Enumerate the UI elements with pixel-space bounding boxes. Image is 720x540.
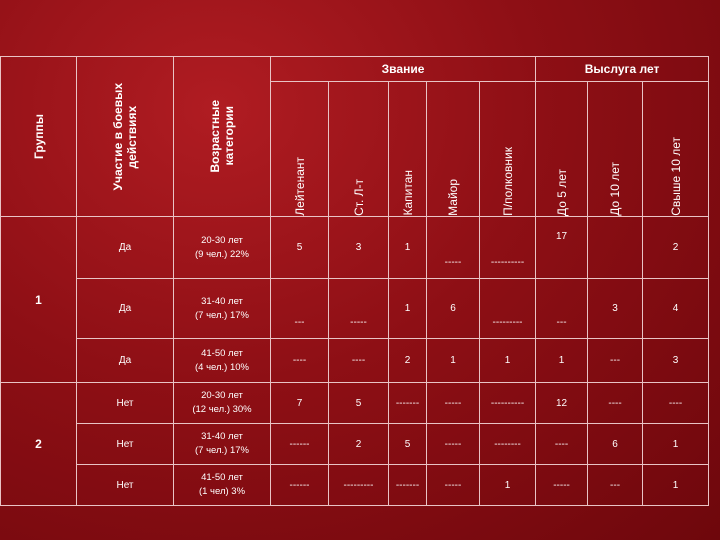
rank-col-senior-lieutenant	[329, 82, 389, 217]
value-cell: 5	[271, 217, 329, 279]
value-cell: -----	[427, 424, 480, 465]
value-cell: 7	[271, 383, 329, 424]
age-count: (9 чел.) 22%	[194, 248, 249, 260]
value-cell: 6	[588, 424, 643, 465]
table-row	[1, 339, 709, 383]
service-col-5	[536, 82, 588, 217]
rank-col-lieutenant	[271, 82, 329, 217]
age-range: 41-50 лет	[201, 347, 243, 359]
value-cell: -----	[427, 383, 480, 424]
service-col-over-10	[643, 82, 709, 217]
value-cell: 2	[389, 339, 427, 383]
age-count: (7 чел.) 17%	[194, 309, 249, 321]
combat-cell: Нет	[77, 465, 174, 506]
value-cell: 17	[536, 217, 588, 279]
combat-cell: Да	[77, 339, 174, 383]
age-cell	[174, 465, 271, 506]
value-cell: 1	[643, 424, 709, 465]
value-cell: 5	[389, 424, 427, 465]
age-header-label	[208, 100, 236, 173]
value-cell: 12	[536, 383, 588, 424]
value-cell: -----	[427, 217, 480, 279]
value-cell: 1	[389, 279, 427, 339]
value-cell: 2	[329, 424, 389, 465]
rank-col-label: П/полковник	[500, 147, 515, 216]
table-row	[1, 217, 709, 279]
rank-header: Звание	[271, 57, 536, 82]
age-cell	[174, 383, 271, 424]
value-cell: 3	[643, 339, 709, 383]
service-header: Выслуга лет	[536, 57, 709, 82]
age-header-line2: категории	[222, 106, 236, 167]
value-cell: ---------	[329, 465, 389, 506]
combat-header-line2: действиях	[125, 105, 139, 168]
combat-header-line1: Участие в боевых	[111, 82, 125, 191]
service-col-10	[588, 82, 643, 217]
rank-col-lt-colonel	[480, 82, 536, 217]
table-row	[1, 424, 709, 465]
value-cell: ----	[329, 339, 389, 383]
age-range: 20-30 лет	[201, 234, 243, 246]
combat-cell: Нет	[77, 424, 174, 465]
combat-cell: Нет	[77, 383, 174, 424]
groups-header	[1, 57, 77, 217]
service-col-label: До 10 лет	[608, 162, 623, 216]
officers-table-frame	[0, 56, 708, 500]
value-cell: ---	[536, 279, 588, 339]
value-cell: ----------	[480, 383, 536, 424]
group-cell: 2	[1, 383, 77, 506]
table-row	[1, 383, 709, 424]
value-cell: ------	[271, 424, 329, 465]
table-row	[1, 465, 709, 506]
rank-col-label: Капитан	[400, 170, 415, 216]
value-cell: ----------	[480, 217, 536, 279]
age-range: 41-50 лет	[201, 472, 243, 483]
age-range: 20-30 лет	[201, 390, 243, 401]
value-cell: 3	[329, 217, 389, 279]
value-cell: 1	[389, 217, 427, 279]
value-cell: 3	[588, 279, 643, 339]
value-cell: 1	[480, 339, 536, 383]
value-cell: 2	[643, 217, 709, 279]
value-cell: ----	[588, 383, 643, 424]
age-count: (12 чел.) 30%	[192, 404, 252, 415]
combat-cell: Да	[77, 217, 174, 279]
age-cell	[174, 339, 271, 383]
age-count: (7 чел.) 17%	[194, 445, 249, 456]
age-count: (4 чел.) 10%	[194, 361, 249, 373]
value-cell	[588, 217, 643, 279]
value-cell: ----	[643, 383, 709, 424]
value-cell: -----	[427, 465, 480, 506]
value-cell: 6	[427, 279, 480, 339]
value-cell: ---	[588, 339, 643, 383]
value-cell: ----	[271, 339, 329, 383]
group-cell: 1	[1, 217, 77, 383]
combat-header	[77, 57, 174, 217]
value-cell: ---------	[480, 279, 536, 339]
groups-header-label: Группы	[31, 114, 46, 159]
service-col-label: До 5 лет	[554, 168, 569, 216]
value-cell: 1	[536, 339, 588, 383]
value-cell: ---	[271, 279, 329, 339]
value-cell: -----	[536, 465, 588, 506]
rank-col-captain	[389, 82, 427, 217]
service-col-label: Свыше 10 лет	[668, 137, 683, 216]
value-cell: 1	[480, 465, 536, 506]
value-cell: 1	[427, 339, 480, 383]
combat-cell: Да	[77, 279, 174, 339]
value-cell: ---	[588, 465, 643, 506]
rank-col-major	[427, 82, 480, 217]
value-cell: ----	[536, 424, 588, 465]
value-cell: 4	[643, 279, 709, 339]
value-cell: --------	[480, 424, 536, 465]
value-cell: 5	[329, 383, 389, 424]
age-header	[174, 57, 271, 217]
combat-header-label	[111, 83, 139, 190]
value-cell: -----	[329, 279, 389, 339]
value-cell: -------	[389, 383, 427, 424]
officers-table	[0, 56, 709, 506]
value-cell: ------	[271, 465, 329, 506]
rank-col-label: Ст. Л-т	[351, 179, 366, 216]
value-cell: -------	[389, 465, 427, 506]
table-row	[1, 279, 709, 339]
age-range: 31-40 лет	[201, 431, 243, 442]
rank-col-label: Майор	[446, 179, 460, 216]
age-range: 31-40 лет	[201, 295, 243, 307]
value-cell: 1	[643, 465, 709, 506]
age-header-line1: Возрастные	[208, 100, 222, 173]
rank-col-label: Лейтенант	[292, 157, 307, 216]
age-cell	[174, 217, 271, 279]
age-count: (1 чел) 3%	[198, 486, 246, 497]
age-cell	[174, 424, 271, 465]
age-cell	[174, 279, 271, 339]
